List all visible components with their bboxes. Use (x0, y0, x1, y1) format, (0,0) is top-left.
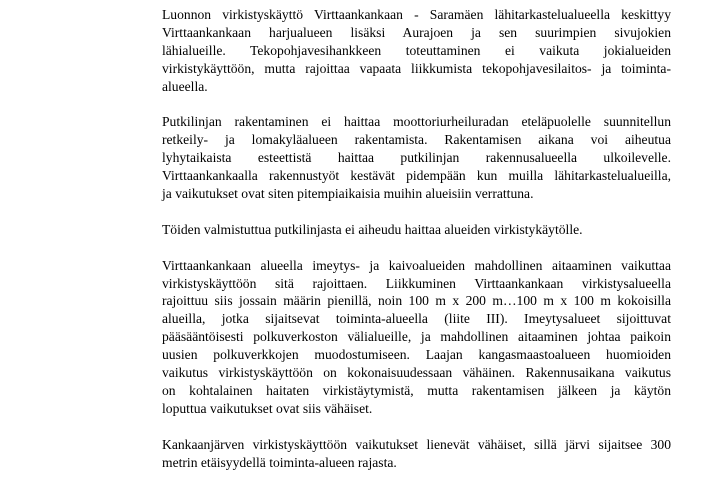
text-line: lähialueille. Tekopohjavesihankkeen toteuttaminen ei vaikuta jokialueiden (162, 42, 671, 58)
text-line: Virttaankankaalla rakennustyöt kestävät pidempään kun muilla lähitarkastelualueilla, (162, 168, 671, 184)
text-line: on kohtalainen haitaten virkistäytymistä, mutta rakentamisen jälkeen ja käytön (162, 382, 671, 398)
text-line: metrin etäisyydellä toiminta-alueen rajasta. (162, 454, 397, 470)
text-line: Putkilinjan rakentaminen ei haittaa moottoriurheiluradan eteläpuolelle suunnitellun (162, 114, 671, 130)
text-line: retkeily- ja lomakyläalueen rakentamista. Rakentamisen aikana voi aiheutua (162, 132, 671, 148)
text-line: pääsääntöisesti polkuverkoston välialueille, ja mahdollinen aitaaminen johtaa paikoin (162, 329, 671, 345)
text-line: Virttaankankaan alueella imeytys- ja kaivoalueiden mahdollinen aitaaminen vaikuttaa (162, 257, 671, 273)
paragraph-kankaanjarvi (162, 436, 671, 472)
text-line: Luonnon virkistyskäyttö Virttaankankaan - Saramäen lähitarkastelualueella keskittyy (162, 7, 671, 22)
text-line: virkistyskäyttöön sitä rajoittaen. Liikkuminen Virttaankankaan virkistysalueella (162, 275, 671, 291)
text-line: lyhytaikaista esteettistä haittaa putkilinjan rakennusalueella ulkoilevelle. (162, 150, 671, 166)
text-line: vaikutus virkistyskäyttöön on kokonaisuudessaan vähäinen. Rakennusaikana vaikutus (162, 365, 671, 381)
text-line: virkistykäyttöön, mutta rajoittaa vapaata liikkumista tekopohjavesilaitos- ja toiminta- (162, 60, 671, 76)
document-page (162, 6, 671, 489)
paragraph-virkistyskaytto-lahitarkastelualue (162, 6, 671, 96)
text-line: Kankaanjärven virkistyskäyttöön vaikutukset lienevät vähäiset, sillä järvi sijaitsee 300 (162, 436, 671, 452)
paragraph-toiden-valmistuttua (162, 221, 671, 239)
text-line: loputtua vaikutukset ovat siis vähäiset. (162, 400, 373, 416)
text-line: Virttaankankaan harjualueen lisäksi Aurajoen ja sen suurimpien sivujokien (162, 24, 671, 40)
paragraph-aitaaminen-vaikutus (162, 257, 671, 418)
text-line: Töiden valmistuttua putkilinjasta ei aiheudu haittaa alueiden virkistykäytölle. (162, 221, 583, 237)
text-line: alueilla, jotka sijaitsevat toiminta-alueella (liite III). Imeytysalueet sijoittuvat (162, 311, 671, 327)
text-line: ja vaikutukset ovat siten pitempiaikaisia muihin alueisiin verrattuna. (162, 186, 534, 202)
text-line: rajoittuu siis jossain määrin pienillä, noin 100 m x 200 m…100 m x 100 m kokoisilla (162, 293, 671, 309)
text-line: uusien polkuverkkojen muodostumiseen. Laajan kangasmaastoalueen huomioiden (162, 347, 671, 363)
paragraph-putkilinjan-rakentaminen (162, 113, 671, 203)
text-line: alueella. (162, 78, 208, 94)
